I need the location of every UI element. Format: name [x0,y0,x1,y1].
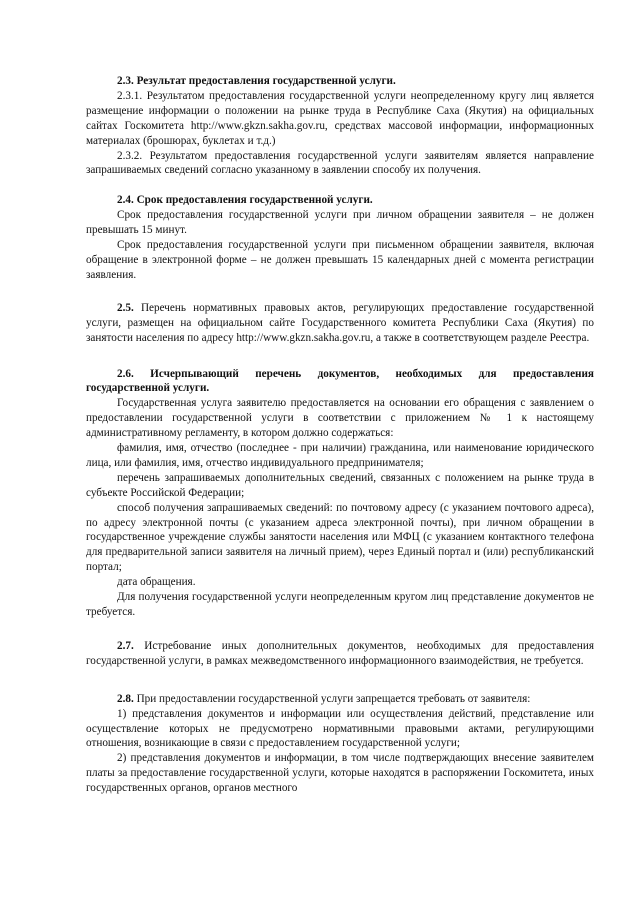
section-2-8-item-2: 2) представления документов и информации, в том числе подтверждающих внесение заявителем платы за предоставление государственной услуги, которые находятся в распоряжении Госкомитета, иных государственных органов, органов местного [86,752,594,795]
section-2-8-text: При предоставлении государственной услуги запрещается требовать от заявителя: [136,692,531,705]
section-2-5-number: 2.5. [117,301,134,314]
section-2-6-heading: 2.6. Исчерпывающий перечень документов, необходимых для предоставления государственной услуги. [86,367,594,395]
section-2-5-text: Перечень нормативных правовых актов, регулирующих предоставление государственной услуги, размещен на официальном сайте Государственного комитета Республики Саха (Якутия) по занятости населения по адресу http://www.gkzn.sakha.gov.ru, а также в соответствующем разделе Реестра. [86,301,594,344]
section-2-8-paragraph [86,692,594,707]
section-2-8-number: 2.8. [117,692,134,705]
section-2-3-heading: 2.3. Результат предоставления государственной услуги. [117,75,396,87]
section-2-4-paragraph-2: Срок предоставления государственной услуги при письменном обращении заявителя, включая обращение в электронной форме – не должен превышать 15 календарных дней с момента регистрации заявления. [86,239,594,281]
section-2-6-paragraph-4: способ получения запрашиваемых сведений: по почтовому адресу (с указанием почтового адреса), по адресу электронной почты (с указанием адреса электронной почты), при личном обращении в государственное учреждение службы занятости населения или МФЦ (с указанием контактного телефона для предварительной записи заявителя на личный прием), через Единый портал и (или) республиканский портал; [86,501,594,574]
section-2-8-item-1: 1) представления документов и информации или осуществления действий, представление или осуществление которых не предусмотрено нормативными правовыми актами, регулирующими отношения, возникающие в связи с предоставлением государственной услуги; [86,707,594,750]
section-2-3-1-paragraph: 2.3.1. Результатом предоставления государственной услуги неопределенному кругу лиц является размещение информации о положении на рынке труда в Республике Саха (Якутия) на официальных сайтах Госкомитета http://www.gkzn.sakha.gov.ru, средствах массовой информации, информационных материалах (брошюрах, буклетах и т.д.) [86,89,594,147]
section-2-6-paragraph-3: перечень запрашиваемых дополнительных сведений, связанных с положением на рынке труда в субъекте Российской Федерации; [86,471,594,499]
section-2-6-paragraph-5: дата обращения. [117,576,196,589]
section-2-7-paragraph [86,639,594,669]
section-2-6-paragraph-1: Государственная услуга заявителю предоставляется на основании его обращения с заявлением о предоставлении государственной услуги в соответствии с приложением № 1 к настоящему административному регламенту, в котором должно содержаться: [86,397,594,440]
document-page [86,74,594,796]
section-2-3-2-paragraph: 2.3.2. Результатом предоставления государственной услуги заявителям является направление запрашиваемых сведений согласно указанному в заявлении способу их получения. [86,149,594,177]
section-2-5-paragraph [86,301,594,346]
section-2-4-paragraph-1: Срок предоставления государственной услуги при личном обращении заявителя – не должен превышать 15 минут. [86,209,594,237]
section-2-4-heading: 2.4. Срок предоставления государственной услуги. [117,194,373,207]
section-2-7-number: 2.7. [117,639,134,652]
section-2-7-text: Истребование иных дополнительных документов, необходимых для предоставления государственной услуги, в рамках межведомственного информационного взаимодействия, не требуется. [86,639,595,667]
section-2-6-paragraph-6: Для получения государственной услуги неопределенным кругом лиц представление документов не требуется. [86,591,594,618]
section-2-6-paragraph-2: фамилия, имя, отчество (последнее - при наличии) гражданина, или наименование юридического лица, или фамилия, имя, отчество индивидуального предпринимателя; [86,442,594,469]
